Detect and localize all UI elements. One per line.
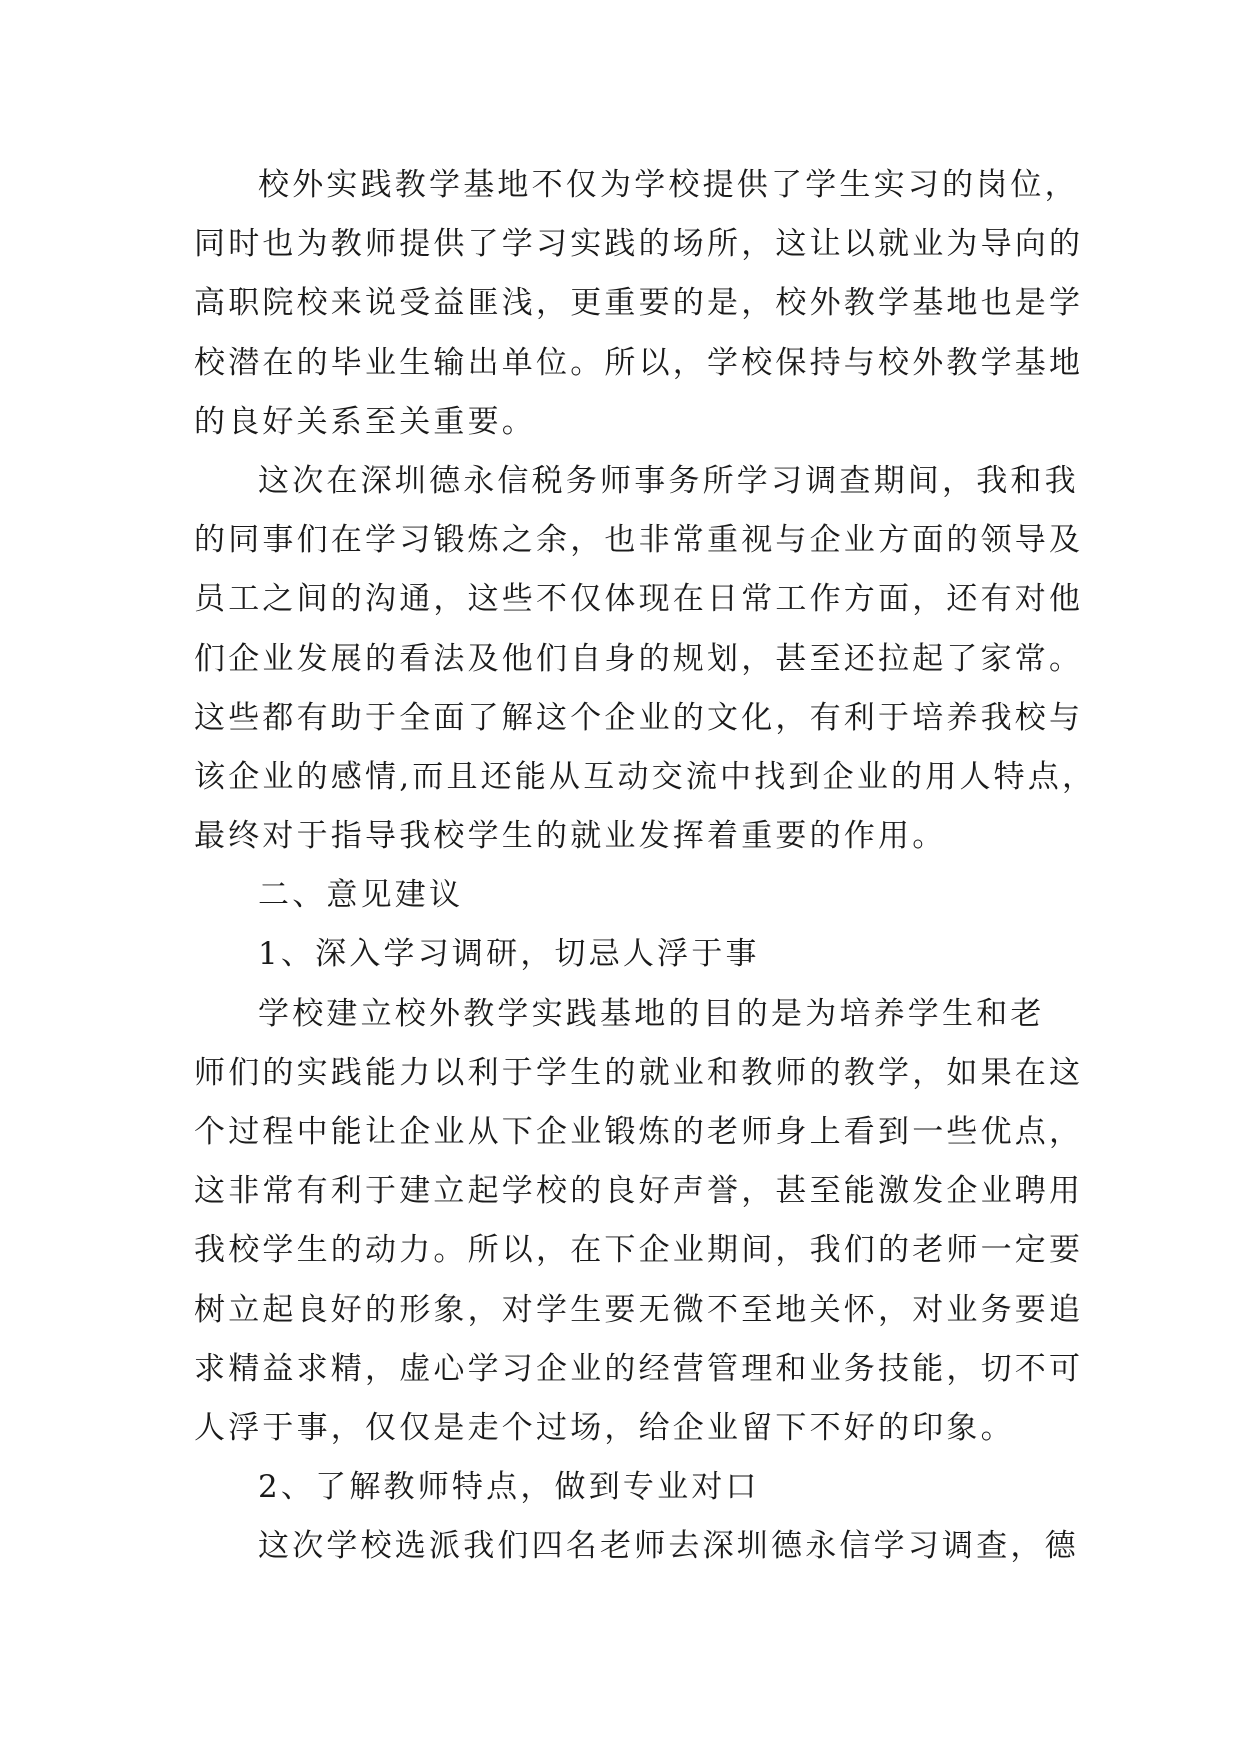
text-line: 个过程中能让企业从下企业锻炼的老师身上看到一些优点， [194,1114,1084,1150]
text-line: 校外实践教学基地不仅为学校提供了学生实习的岗位， [258,167,1079,203]
text-line: 这次学校选派我们四名老师去深圳德永信学习调查，德 [258,1528,1079,1565]
text-line: 这非常有利于建立起学校的良好声誉，甚至能激发企业聘用 [194,1173,1084,1210]
section-heading: 二、意见建议 [258,877,464,914]
text-line: 师们的实践能力以利于学生的就业和教师的教学，如果在这 [194,1054,1084,1091]
text-line: 树立起良好的形象，对学生要无微不至地关怀，对业务要追 [194,1291,1084,1328]
text-line: 这次在深圳德永信税务师事务所学习调查期间，我和我 [258,462,1079,499]
subsection-heading: 1、深入学习调研，切忌人浮于事 [258,936,760,973]
text-line: 校潜在的毕业生输出单位。所以，学校保持与校外教学基地 [194,344,1084,381]
text-line: 人浮于事，仅仅是走个过场，给企业留下不好的印象。 [194,1409,1015,1446]
text-line: 最终对于指导我校学生的就业发挥着重要的作用。 [194,818,947,855]
text-line: 该企业的感情,而且还能从互动交流中找到企业的用人特点， [194,758,1097,795]
text-line: 我校学生的动力。所以，在下企业期间，我们的老师一定要 [194,1232,1084,1269]
text-line: 同时也为教师提供了学习实践的场所，这让以就业为导向的 [194,226,1084,263]
text-line: 求精益求精，虚心学习企业的经营管理和业务技能，切不可 [194,1350,1084,1387]
text-line: 这些都有助于全面了解这个企业的文化，有利于培养我校与 [194,699,1084,736]
text-line: 员工之间的沟通，这些不仅体现在日常工作方面，还有对他 [194,581,1084,618]
subsection-heading: 2、了解教师特点，做到专业对口 [258,1469,760,1506]
text-line: 的同事们在学习锻炼之余，也非常重视与企业方面的领导及 [194,522,1084,559]
text-line: 们企业发展的看法及他们自身的规划，甚至还拉起了家常。 [194,640,1084,677]
text-line: 高职院校来说受益匪浅，更重要的是，校外教学基地也是学 [194,285,1084,322]
body-text [194,156,1097,1577]
text-line: 的良好关系至关重要。 [194,403,536,440]
text-line: 学校建立校外教学实践基地的目的是为培养学生和老 [258,995,1045,1032]
